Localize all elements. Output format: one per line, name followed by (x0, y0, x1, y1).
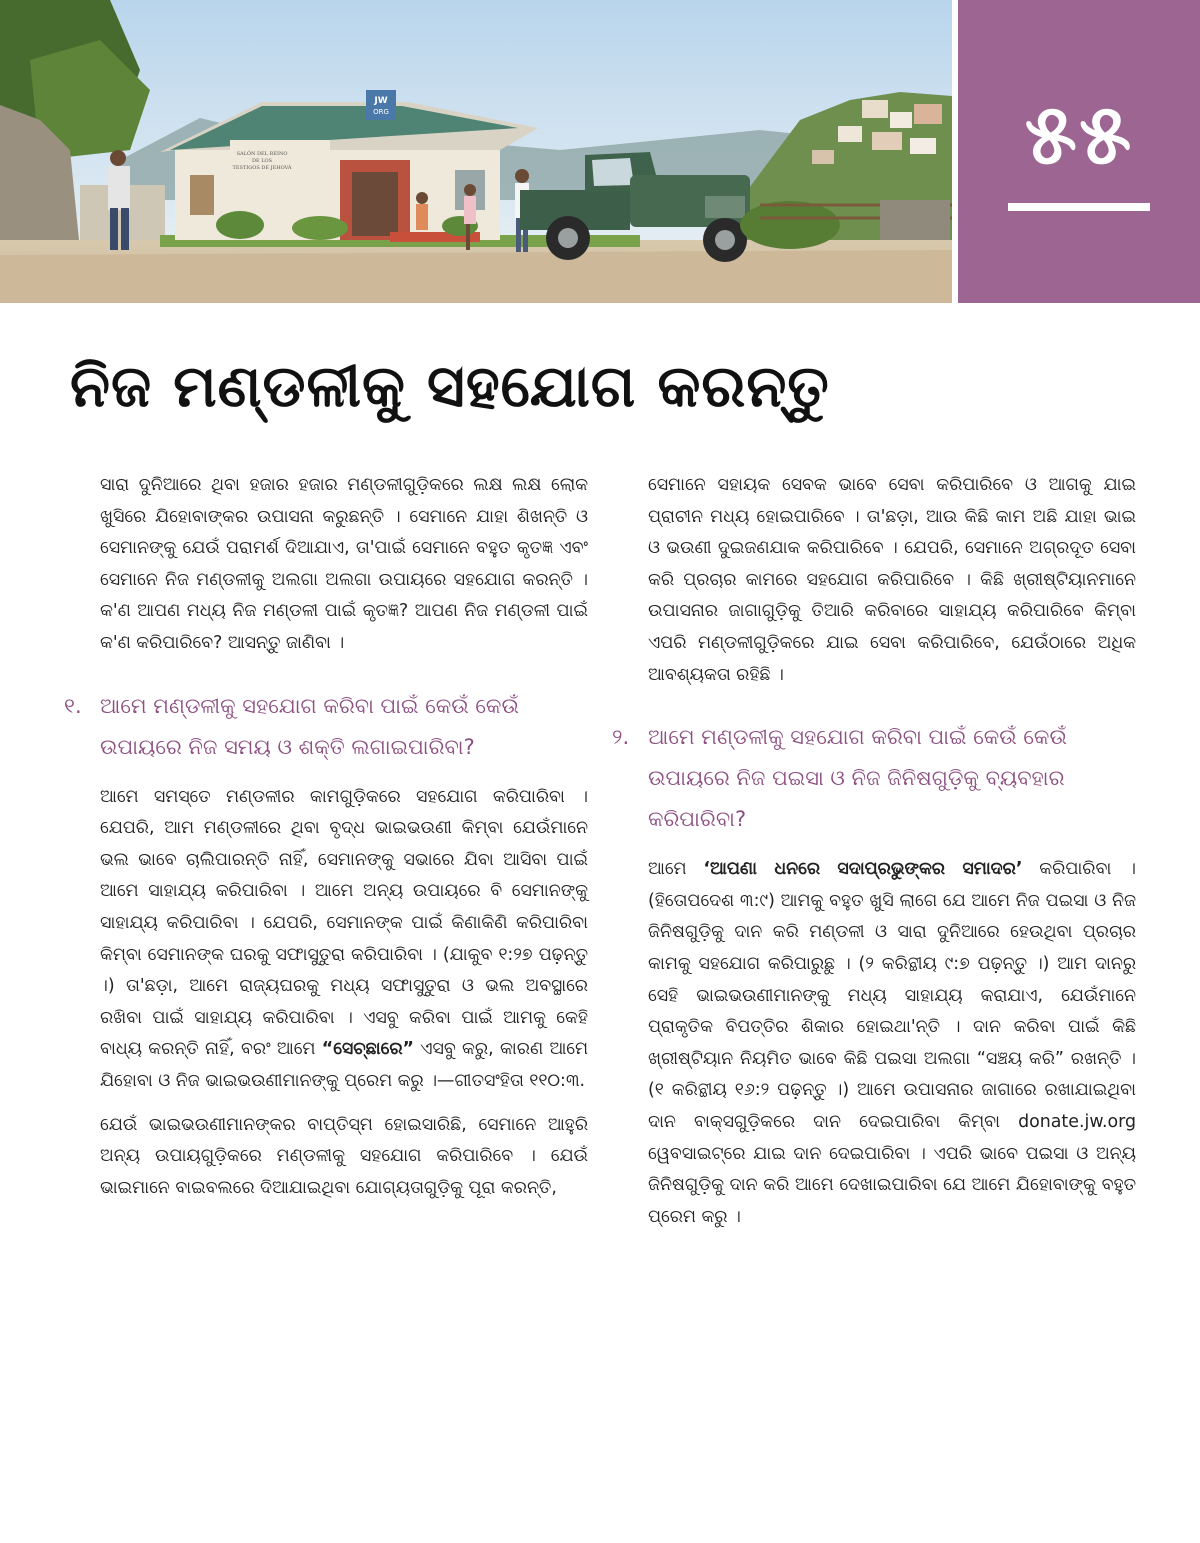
jw-logo-top: JW (374, 96, 388, 106)
hero-illustration (0, 0, 952, 303)
kingdom-hall-scene (0, 0, 952, 303)
question-2-number: ୨. (612, 725, 630, 750)
page-title: ନିଜ ମଣ୍ଡଳୀକୁ ସହଯୋଗ କରନ୍ତୁ (70, 352, 830, 420)
question-1 (64, 686, 588, 768)
hall-sign-line2: DE LOS (251, 158, 273, 164)
section-1-paragraph-1: ଆମେ ସମସ୍ତେ ମଣ୍ଡଳୀର କାମଗୁଡ଼ିକରେ ସହଯୋଗ କରିପାରିବା । ଯେପରି, ଆମ ମଣ୍ଡଳୀରେ ଥିବା ବୃଦ୍ଧ ଭାଇଭଉଣୀ କିମ୍ବା ଯେଉଁମାନେ ଭଲ ଭାବେ ଚାଲିପାରନ୍ତି ନାହିଁ, ସେମାନଙ୍କୁ ସଭାରେ ଯିବା ଆସିବା ପାଇଁ ଆମେ ସାହାଯ୍ୟ କରିପାରିବା । ଆମେ ଅନ୍ୟ ଉପାୟରେ ବି ସେମାନଙ୍କୁ ସାହାଯ୍ୟ କରିପାରିବା । ଯେପରି, ସେମାନଙ୍କ ପାଇଁ କିଣାକିଣି କରିପାରିବା କିମ୍ବା ସେମାନଙ୍କ ଘରକୁ ସଫାସୁତୁରା କରିପାରିବା । (ଯାକୁବ ୧:୨୭ ପଢ଼ନ୍ତୁ ।) ତା'ଛଡ଼ା, ଆମେ ରାଜ୍ୟଘରକୁ ମଧ୍ୟ ସଫାସୁତୁରା ଓ ଭଲ ଅବସ୍ଥାରେ ରଖିବା ପାଇଁ ସାହାଯ୍ୟ କରିପାରିବା । ଏସବୁ କରିବା ପାଇଁ ଆମକୁ କେହି ବାଧ୍ୟ କରନ୍ତି ନାହିଁ, ବରଂ ଆମେ “ସେଚ୍ଛାରେ” ଏସବୁ କରୁ, କାରଣ ଆମେ ଯିହୋବା ଓ ନିଜ ଭାଇଭଉଣୀମାନଙ୍କୁ ପ୍ରେମ କରୁ ।—ଗୀତସଂହିତା ୧୧୦:୩. (100, 786, 588, 1091)
section-1-paragraph-2-continued: ସେମାନେ ସହାୟକ ସେବକ ଭାବେ ସେବା କରିପାରିବେ ଓ ଆଗକୁ ଯାଇ ପ୍ରାଚୀନ ମଧ୍ୟ ହୋଇପାରିବେ । ତା'ଛଡ଼ା, ଆଉ କିଛି କାମ ଅଛି ଯାହା ଭାଇ ଓ ଭଉଣୀ ଦୁଇଜଣଯାକ କରିପାରିବେ । ଯେପରି, ସେମାନେ ଅଗ୍ରଦୂତ ସେବା କରି ପ୍ରଚାର କାମରେ ସହଯୋଗ କରିପାରିବେ । କିଛି ଖ୍ରୀଷ୍ଟିୟାନମାନେ ଉପାସନାର ଜାଗାଗୁଡ଼ିକୁ ତିଆରି କରିବାରେ ସାହାଯ୍ୟ କରିପାରିବେ କିମ୍ବା ଏପରି ମଣ୍ଡଳୀଗୁଡ଼ିକରେ ଯାଇ ସେବା କରିପାରିବେ, ଯେଉଁଠାରେ ଅଧିକ ଆବଶ୍ୟକତା ରହିଛି । (648, 475, 1136, 685)
lesson-number-block (958, 0, 1200, 303)
intro-paragraph: ସାରା ଦୁନିଆରେ ଥିବା ହଜାର ହଜାର ମଣ୍ଡଳୀଗୁଡ଼ିକରେ ଲକ୍ଷ ଲକ୍ଷ ଲୋକ ଖୁସିରେ ଯିହୋବାଙ୍କର ଉପାସନା କରୁଛନ୍ତି । ସେମାନେ ଯାହା ଶିଖନ୍ତି ଓ ସେମାନଙ୍କୁ ଯେଉଁ ପରାମର୍ଶ ଦିଆଯାଏ, ତା'ପାଇଁ ସେମାନେ ବହୁତ କୃତଜ୍ଞ ଏବଂ ସେମାନେ ନିଜ ମଣ୍ଡଳୀକୁ ଅଲଗା ଅଲଗା ଉପାୟରେ ସହଯୋଗ କରନ୍ତି । କ'ଣ ଆପଣ ମଧ୍ୟ ନିଜ ମଣ୍ଡଳୀ ପାଇଁ କୃତଜ୍ଞ? ଆପଣ ନିଜ ମଣ୍ଡଳୀ ପାଇଁ କ'ଣ କରିପାରିବେ? ଆସନ୍ତୁ ଜାଣିବା । (100, 475, 588, 653)
hall-sign-line3: TESTIGOS DE JEHOVÁ (232, 165, 292, 171)
lesson-number: ୫୫ (1024, 85, 1134, 183)
question-1-number: ୧. (64, 693, 82, 718)
jw-logo-bottom: ORG (373, 108, 389, 116)
question-2-text: ଆମେ ମଣ୍ଡଳୀକୁ ସହଯୋଗ କରିବା ପାଇଁ କେଉଁ କେଉଁ ଉପାୟରେ ନିଜ ପଇସା ଓ ନିଜ ଜିନିଷଗୁଡ଼ିକୁ ବ୍ୟବହାର କରିପାରିବା? (648, 725, 1067, 832)
section-2-paragraph: ଆମେ ‘ଆପଣା ଧନରେ ସଦାପ୍ରଭୁଙ୍କର ସମାଦର’ କରିପାରିବା । (ହିତୋପଦେଶ ୩:୯) ଆମକୁ ବହୁତ ଖୁସି ଲାଗେ ଯେ ଆମେ ନିଜ ପଇସା ଓ ନିଜ ଜିନିଷଗୁଡ଼ିକୁ ଦାନ କରି ମଣ୍ଡଳୀ ଓ ସାରା ଦୁନିଆରେ ହେଉଥିବା ପ୍ରଚାର କାମକୁ ସହଯୋଗ କରିପାରୁଛୁ । (୨ କରିନ୍ଥୀୟ ୯:୭ ପଢ଼ନ୍ତୁ ।) ଆମ ଦାନରୁ ସେହି ଭାଇଭଉଣୀମାନଙ୍କୁ ମଧ୍ୟ ସାହାଯ୍ୟ କରାଯାଏ, ଯେଉଁମାନେ ପ୍ରାକୃତିକ ବିପତ୍ତିର ଶିକାର ହୋଇଥା'ନ୍ତି । ଦାନ କରିବା ପାଇଁ କିଛି ଖ୍ରୀଷ୍ଟିୟାନ ନିୟମିତ ଭାବେ କିଛି ପଇସା ଅଲଗା “ସଞ୍ଚୟ କରି” ରଖନ୍ତି । (୧ କରିନ୍ଥୀୟ ୧୬:୨ ପଢ଼ନ୍ତୁ ।) ଆମେ ଉପାସନାର ଜାଗାରେ ରଖାଯାଇଥିବା ଦାନ ବାକ୍ସଗୁଡ଼ିକରେ ଦାନ ଦେଇପାରିବା କିମ୍ବା donate.jw.org ୱେବସାଇଟ୍‌ରେ ଯାଇ ଦାନ ଦେଇପାରିବା । ଏପରି ଭାବେ ପଇସା ଓ ଅନ୍ୟ ଜିନିଷଗୁଡ଼ିକୁ ଦାନ କରି ଆମେ ଦେଖାଇପାରିବା ଯେ ଆମେ ଯିହୋବାଙ୍କୁ ବହୁତ ପ୍ରେମ କରୁ । (648, 859, 1136, 1227)
right-column (612, 470, 1136, 1233)
lesson-number-underline (1008, 203, 1150, 211)
section-1-paragraph-2-start: ଯେଉଁ ଭାଇଭଉଣୀମାନଙ୍କର ବାପ୍ତିସ୍ମ ହୋଇସାରିଛି, ସେମାନେ ଆହୁରି ଅନ୍ୟ ଉପାୟଗୁଡ଼ିକରେ ମଣ୍ଡଳୀକୁ ସହଯୋଗ କରିପାରିବେ । ଯେଉଁ ଭାଇମାନେ ବାଇବଲରେ ଦିଆଯାଇଥିବା ଯୋଗ୍ୟତାଗୁଡ଼ିକୁ ପୂରା କରନ୍ତି, (100, 1114, 588, 1198)
emphasis-willingly: “ସେଚ୍ଛାରେ” (321, 1039, 414, 1060)
question-1-text: ଆମେ ମଣ୍ଡଳୀକୁ ସହଯୋଗ କରିବା ପାଇଁ କେଉଁ କେଉଁ ଉପାୟରେ ନିଜ ସମୟ ଓ ଶକ୍ତି ଲଗାଇପାରିବା? (100, 693, 519, 759)
left-column (64, 470, 588, 1204)
hall-sign-line1: SALÓN DEL REINO (236, 151, 288, 157)
emphasis-honor-jehovah: ‘ଆପଣା ଧନରେ ସଦାପ୍ରଭୁଙ୍କର ସମାଦର’ (703, 859, 1023, 880)
question-2 (612, 717, 1136, 840)
